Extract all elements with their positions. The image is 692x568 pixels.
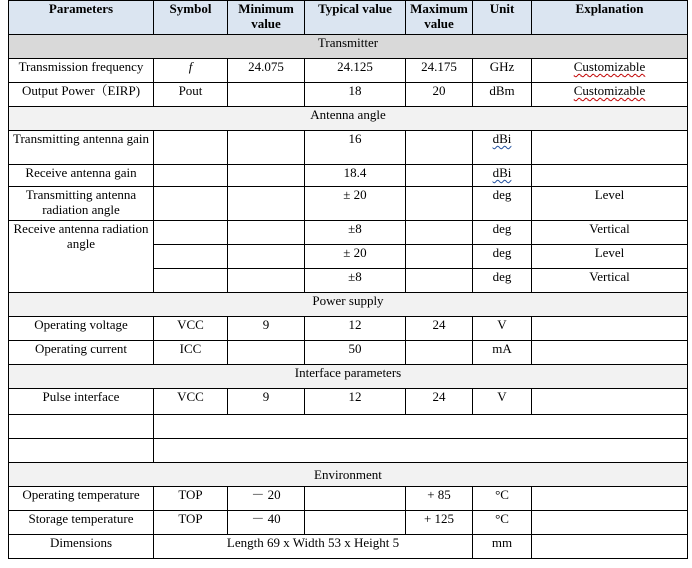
header-min: Minimum value (228, 1, 305, 35)
table-row (9, 511, 688, 535)
param-min (228, 187, 305, 221)
param-unit (473, 131, 532, 165)
section-interface (9, 365, 688, 389)
table-row (9, 439, 688, 463)
unit-text: dBi (492, 165, 512, 180)
section-title: Environment (9, 463, 688, 487)
param-name: Transmission frequency (9, 59, 154, 83)
param-explanation: Level (532, 187, 688, 221)
param-typ: 18.4 (305, 165, 406, 187)
table-row (9, 187, 688, 221)
param-min (228, 341, 305, 365)
param-typ: 16 (305, 131, 406, 165)
param-unit: deg (473, 221, 532, 245)
header-row (9, 1, 688, 35)
param-typ: ±8 (305, 221, 406, 245)
param-name: Receive antenna radiation angle (9, 221, 154, 293)
param-max: + 85 (406, 487, 473, 511)
param-typ: ± 20 (305, 245, 406, 269)
param-symbol: VCC (154, 317, 228, 341)
param-unit: V (473, 317, 532, 341)
param-name: Pulse interface (9, 389, 154, 415)
param-explanation (532, 389, 688, 415)
section-title: Interface parameters (9, 365, 688, 389)
param-explanation (532, 131, 688, 165)
param-name: Output Power（EIRP) (9, 83, 154, 107)
param-unit: °C (473, 487, 532, 511)
param-unit: mA (473, 341, 532, 365)
header-max: Maximum value (406, 1, 473, 35)
param-typ: 24.125 (305, 59, 406, 83)
param-max (406, 269, 473, 293)
param-typ (305, 511, 406, 535)
param-min: － 20 (228, 487, 305, 511)
header-parameters: Parameters (9, 1, 154, 35)
param-typ: 18 (305, 83, 406, 107)
param-explanation (532, 317, 688, 341)
param-explanation (532, 83, 688, 107)
section-title: Power supply (9, 293, 688, 317)
param-min (228, 165, 305, 187)
param-explanation (532, 59, 688, 83)
param-unit: deg (473, 245, 532, 269)
param-symbol (154, 245, 228, 269)
table-row (9, 341, 688, 365)
explanation-text: Customizable (573, 59, 646, 74)
param-max: 20 (406, 83, 473, 107)
param-name: Operating voltage (9, 317, 154, 341)
section-antenna (9, 107, 688, 131)
param-explanation (532, 511, 688, 535)
param-typ (305, 487, 406, 511)
header-explanation: Explanation (532, 1, 688, 35)
param-explanation (532, 165, 688, 187)
section-title: Antenna angle (9, 107, 688, 131)
param-name: Transmitting antenna radiation angle (9, 187, 154, 221)
param-min (228, 245, 305, 269)
param-typ: 50 (305, 341, 406, 365)
param-unit: dBm (473, 83, 532, 107)
param-name: Operating current (9, 341, 154, 365)
table-row (9, 317, 688, 341)
param-unit: °C (473, 511, 532, 535)
param-unit: deg (473, 269, 532, 293)
param-min: 9 (228, 389, 305, 415)
param-min (228, 221, 305, 245)
header-typical: Typical value (305, 1, 406, 35)
param-explanation (532, 487, 688, 511)
param-max (406, 341, 473, 365)
param-symbol (154, 165, 228, 187)
param-unit (473, 165, 532, 187)
param-typ: ±8 (305, 269, 406, 293)
param-max (406, 165, 473, 187)
spec-table (8, 0, 688, 559)
param-name: Operating temperature (9, 487, 154, 511)
param-max (406, 221, 473, 245)
param-explanation: Level (532, 245, 688, 269)
param-explanation: Vertical (532, 221, 688, 245)
param-name (9, 415, 154, 439)
param-name: Transmitting antenna gain (9, 131, 154, 165)
param-name: Dimensions (9, 535, 154, 559)
param-min (228, 269, 305, 293)
param-symbol: TOP (154, 487, 228, 511)
param-explanation (532, 341, 688, 365)
param-min (228, 83, 305, 107)
param-symbol: TOP (154, 511, 228, 535)
param-symbol: ICC (154, 341, 228, 365)
param-max: + 125 (406, 511, 473, 535)
table-row (9, 59, 688, 83)
param-typ: ± 20 (305, 187, 406, 221)
header-unit: Unit (473, 1, 532, 35)
param-unit: V (473, 389, 532, 415)
param-explanation: Vertical (532, 269, 688, 293)
dimensions-value: Length 69 x Width 53 x Height 5 (154, 535, 473, 559)
param-max: 24.175 (406, 59, 473, 83)
param-min (228, 131, 305, 165)
param-typ: 12 (305, 317, 406, 341)
param-symbol: f (154, 59, 228, 83)
param-min: 24.075 (228, 59, 305, 83)
table-row (9, 487, 688, 511)
param-name: Receive antenna gain (9, 165, 154, 187)
explanation-text: Customizable (573, 83, 646, 98)
table-row (9, 221, 688, 245)
param-symbol (154, 187, 228, 221)
table-row (9, 535, 688, 559)
param-explanation (532, 535, 688, 559)
param-symbol: VCC (154, 389, 228, 415)
section-environment (9, 463, 688, 487)
table-row (9, 165, 688, 187)
unit-text: dBi (492, 131, 512, 146)
table-row (9, 389, 688, 415)
param-max (406, 245, 473, 269)
section-power-supply (9, 293, 688, 317)
merged-cell (154, 415, 688, 439)
param-min: － 40 (228, 511, 305, 535)
param-unit: mm (473, 535, 532, 559)
section-title: Transmitter (9, 35, 688, 59)
merged-cell (154, 439, 688, 463)
param-max (406, 131, 473, 165)
table-row (9, 83, 688, 107)
param-symbol (154, 221, 228, 245)
param-name (9, 439, 154, 463)
table-row (9, 415, 688, 439)
param-symbol (154, 131, 228, 165)
param-max: 24 (406, 389, 473, 415)
param-unit: GHz (473, 59, 532, 83)
header-symbol: Symbol (154, 1, 228, 35)
param-symbol (154, 269, 228, 293)
param-symbol: Pout (154, 83, 228, 107)
param-typ: 12 (305, 389, 406, 415)
section-transmitter (9, 35, 688, 59)
param-max: 24 (406, 317, 473, 341)
param-name: Storage temperature (9, 511, 154, 535)
param-max (406, 187, 473, 221)
table-row (9, 131, 688, 165)
param-unit: deg (473, 187, 532, 221)
param-min: 9 (228, 317, 305, 341)
